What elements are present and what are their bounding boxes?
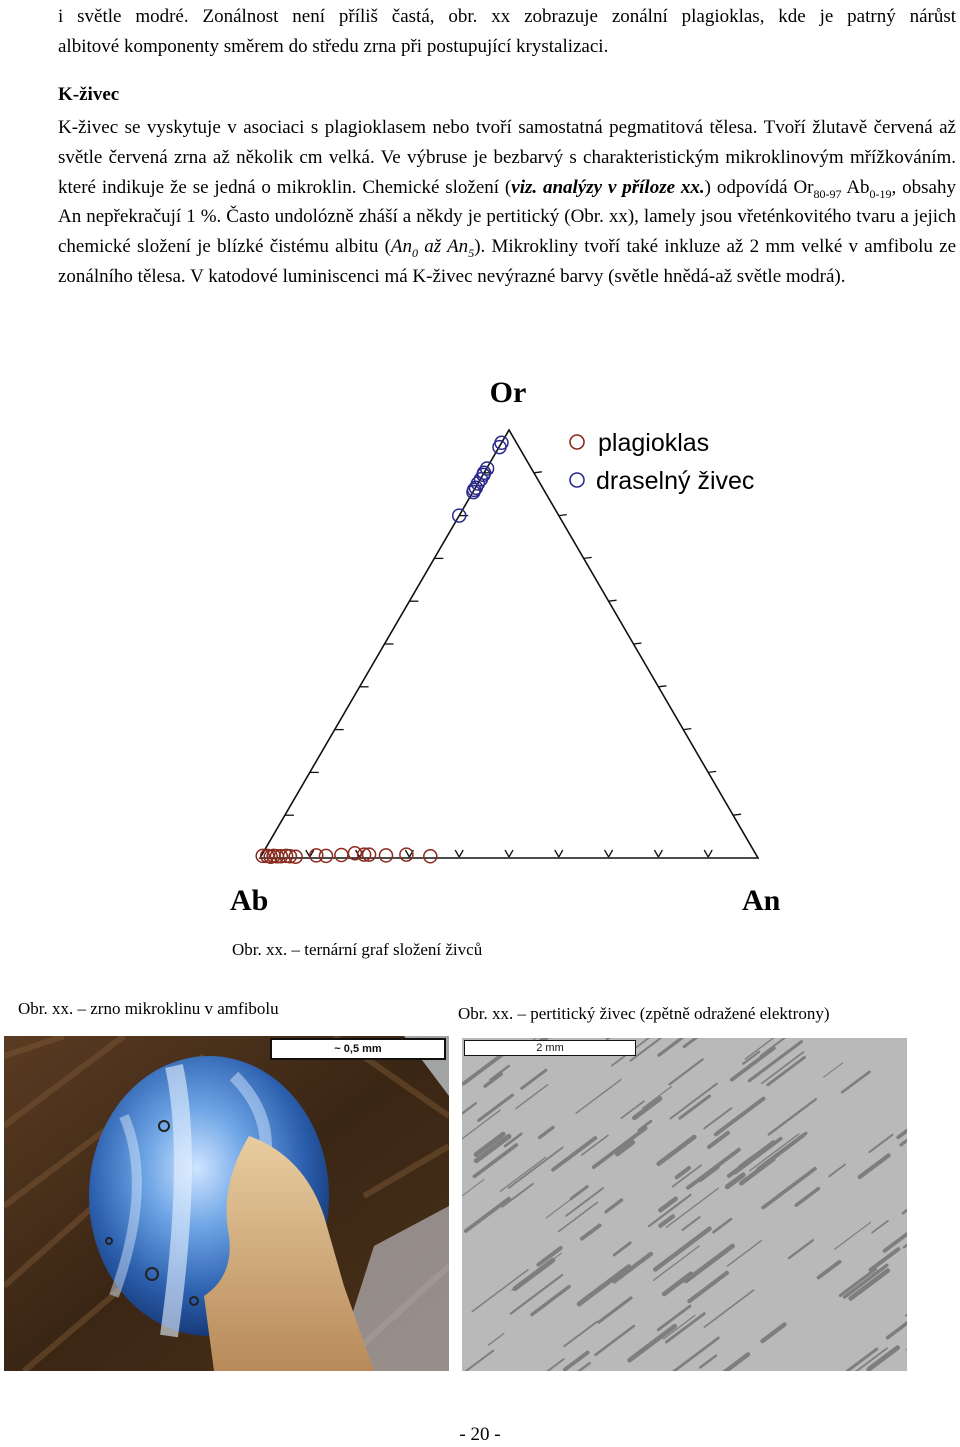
apex-label-ab-text: Ab bbox=[230, 884, 269, 917]
chart-legend bbox=[570, 429, 754, 495]
intro-line-2: albitové komponenty směrem do středu zrna při postupující krystalizaci. bbox=[58, 35, 609, 57]
ternary-caption: Obr. xx. – ternární graf složení živců bbox=[232, 940, 483, 959]
plagioklas-point bbox=[424, 850, 437, 863]
intro-paragraph bbox=[58, 2, 956, 62]
apex-label-an-text: An bbox=[742, 884, 781, 917]
az-text: až bbox=[418, 236, 448, 258]
right-scale-bar: 2 mm bbox=[464, 1040, 636, 1056]
right-photo-caption: Obr. xx. – pertitický živec (zpětně odražené elektrony) bbox=[458, 1004, 830, 1023]
tick-bottom-side bbox=[555, 850, 559, 857]
tick-bottom-side bbox=[704, 850, 708, 857]
ternary-ticks bbox=[285, 472, 741, 857]
tick-bottom-side bbox=[654, 850, 658, 857]
plagioklas-point bbox=[335, 849, 348, 862]
tick-bottom-side bbox=[505, 850, 509, 857]
tick-bottom-side bbox=[605, 850, 609, 857]
microcline-image bbox=[4, 1036, 449, 1371]
tick-right-side bbox=[609, 600, 617, 601]
tick-right-side bbox=[683, 729, 691, 730]
an0-label: An bbox=[390, 236, 413, 258]
tick-right-side bbox=[733, 814, 741, 815]
para-text-b: ) odpovídá Or bbox=[704, 176, 814, 198]
para-reference: viz. analýzy v příloze xx. bbox=[511, 176, 705, 198]
legend-marker-plagioklas bbox=[570, 435, 584, 449]
ternary-chart bbox=[220, 360, 820, 880]
para-text-c: Ab bbox=[841, 176, 870, 198]
plagioklas-point bbox=[320, 849, 333, 862]
legend-label-draselny-zivec: draselný živec bbox=[596, 467, 755, 495]
page-number: - 20 - bbox=[459, 1424, 501, 1445]
microcline-photo bbox=[4, 1036, 449, 1371]
tick-right-side bbox=[584, 557, 592, 558]
an5-label: An bbox=[447, 236, 469, 258]
legend-label-plagioklas: plagioklas bbox=[598, 429, 710, 457]
an0-subscript: 0 bbox=[412, 245, 419, 260]
ab-subscript: 0-19 bbox=[869, 186, 892, 201]
tick-right-side bbox=[559, 515, 567, 516]
left-photo-caption: Obr. xx. – zrno mikroklinu v amfibolu bbox=[18, 999, 279, 1018]
tick-right-side bbox=[708, 771, 716, 772]
kzivec-paragraph bbox=[58, 113, 956, 292]
left-scale-bar: ~ 0,5 mm bbox=[270, 1038, 446, 1060]
plagioklas-point bbox=[380, 849, 393, 862]
tick-bottom-side bbox=[559, 850, 563, 857]
perthite-image bbox=[462, 1038, 907, 1371]
or-subscript: 80-97 bbox=[813, 186, 842, 201]
section-heading: K-živec bbox=[58, 84, 120, 105]
tick-right-side bbox=[658, 686, 666, 687]
para-text-a: K-živec se vyskytuje v asociaci s plagioklasem nebo tvoří samostatná pegmatitová tělesa. Tvoří žlutavě červená až světle červená zrna až několik cm velká. Ve výbruse je bezbarvý s charakteristickým mikroklinovým mřížkováním. které indikuje že se jedná o mikroklin. Chemické složení ( bbox=[58, 117, 956, 198]
tick-right-side bbox=[634, 643, 642, 644]
tick-bottom-side bbox=[609, 850, 613, 857]
apex-label-or: Or bbox=[489, 376, 527, 409]
intro-line-1: i světle modré. Zonálnost není příliš častá, obr. xx zobrazuje zonální plagioklas, kde je patrný nárůst bbox=[58, 6, 956, 27]
para-text-d: , obsahy An nepřekračují 1 %. Často undolózně zháší a někdy je pertitický (Obr. xx), lamely jsou vřeténkovitého tvaru a jejich chemické složení je blízké čistému albitu ( bbox=[58, 176, 956, 258]
an5-subscript: 5 bbox=[468, 245, 475, 260]
para-text-e: ). Mikrokliny tvoří také inkluze až 2 mm velké v amfibolu ze zonálního tělesa. V katodové luminiscenci má K-živec nevýrazné barvy (světle hnědá-až světle modrá). bbox=[58, 236, 957, 287]
tick-bottom-side bbox=[459, 850, 463, 857]
tick-bottom-side bbox=[509, 850, 513, 857]
tick-bottom-side bbox=[708, 850, 712, 857]
perthite-photo bbox=[462, 1038, 907, 1371]
tick-bottom-side bbox=[455, 850, 459, 857]
tick-right-side bbox=[534, 472, 542, 473]
legend-marker-draselny-zivec bbox=[570, 473, 584, 487]
tick-bottom-side bbox=[658, 850, 662, 857]
tick-bottom-side bbox=[405, 850, 409, 857]
